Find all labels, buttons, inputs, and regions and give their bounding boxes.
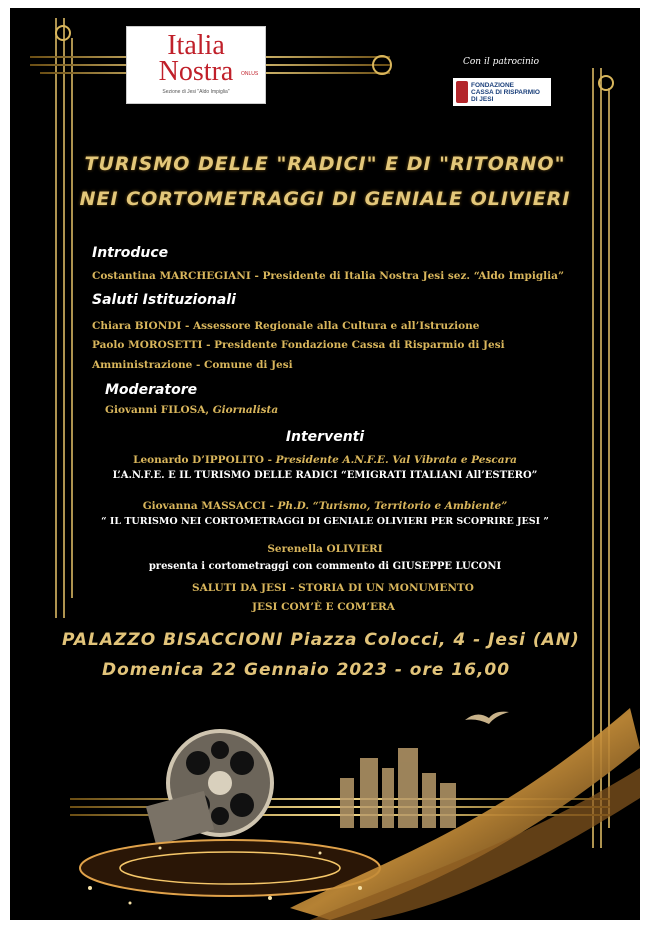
bird-icon (465, 712, 509, 724)
saluti-line-3: Amministrazione - Comune di Jesi (92, 359, 293, 371)
fondazione-logo (453, 78, 551, 106)
speaker2-line (10, 500, 640, 512)
film1-title: SALUTI DA JESI - STORIA DI UN MONUMENTO (192, 582, 474, 594)
logo-line1: Italia (167, 30, 225, 61)
patrocinio-label: Con il patrocinio (463, 57, 540, 67)
speaker3-author: GIUSEPPE LUCONI (392, 561, 502, 572)
saluti-heading: Saluti Istituzionali (92, 292, 236, 308)
logo-line2: Nostra (158, 56, 234, 87)
interventi-heading: Interventi (285, 429, 365, 445)
italia-nostra-logo (126, 26, 266, 104)
logo-subtitle: Sezione di Jesi "Aldo Impiglia" (162, 89, 230, 95)
moderatore-heading: Moderatore (105, 382, 198, 398)
moderatore-name: Giovanni FILOSA, (105, 404, 213, 416)
speaker2-name: Giovanna MASSACCI - (142, 500, 278, 512)
saluti-line-1: Chiara BIONDI - Assessore Regionale alla Cultura e all’Istruzione (92, 320, 480, 332)
venue: PALAZZO BISACCIONI Piazza Colocci, 4 - Jesi (AN) (62, 630, 580, 650)
speaker1-role: Presidente A.N.F.E. Val Vibrata e Pescara (275, 454, 517, 466)
logo-tag: ONLUS (241, 71, 259, 77)
film2-title: JESI COM’È E COM’ERA (252, 601, 395, 613)
title-line1: TURISMO DELLE "RADICI" E DI "RITORNO" (84, 153, 566, 175)
speaker2-role: Ph.D. “Turismo, Territorio e Ambiente” (277, 500, 508, 512)
speaker1-title: L’A.N.F.E. E IL TURISMO DELLE RADICI “EMIGRATI ITALIANI All’ESTERO” (112, 470, 538, 481)
speaker1-line (10, 454, 640, 466)
moderatore-role: Giornalista (212, 404, 279, 416)
speaker3-line (10, 561, 640, 572)
fondazione-line2: CASSA DI RISPARMIO (471, 89, 540, 96)
introduce-heading: Introduce (92, 245, 169, 261)
speaker3-name: Serenella OLIVIERI (267, 543, 383, 555)
poster (10, 8, 640, 920)
moderatore-line (105, 404, 278, 416)
event-date: Domenica 22 Gennaio 2023 - ore 16,00 (102, 660, 511, 680)
saluti-line-2: Paolo MOROSETTI - Presidente Fondazione Cassa di Risparmio di Jesi (92, 339, 505, 351)
fondazione-crest-icon (456, 81, 468, 103)
fondazione-line1: FONDAZIONE (471, 82, 514, 89)
speaker1-name: Leonardo D’IPPOLITO - (133, 454, 276, 466)
fondazione-line3: DI JESI (471, 96, 494, 103)
film-reel-icon (146, 731, 272, 845)
speaker3-presents: presenta i cortometraggi con commento di (148, 561, 393, 572)
title-line2: NEI CORTOMETRAGGI DI GENIALE OLIVIERI (79, 188, 571, 210)
speaker2-title: “ IL TURISMO NEI CORTOMETRAGGI DI GENIALE OLIVIERI PER SCOPRIRE JESI ” (101, 516, 549, 527)
introduce-text: Costantina MARCHEGIANI - Presidente di Italia Nostra Jesi sez. “Aldo Impiglia” (92, 270, 564, 282)
